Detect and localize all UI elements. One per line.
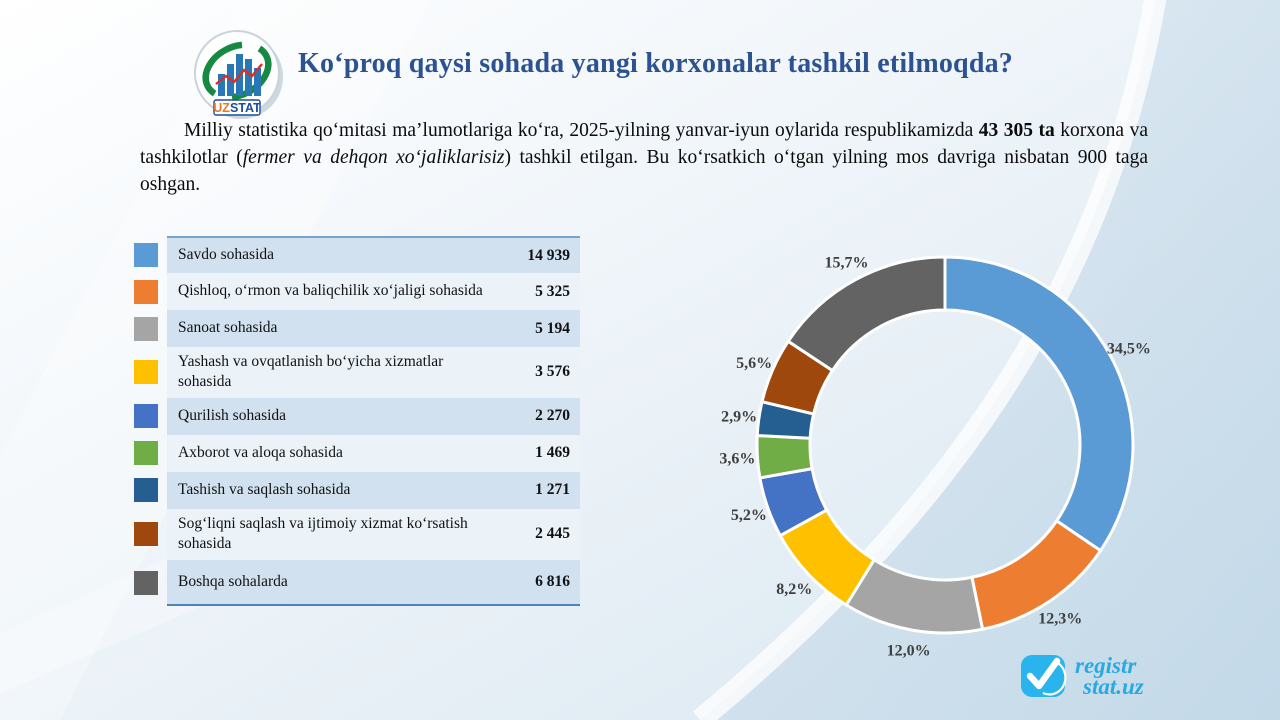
legend-row — [134, 273, 580, 310]
uzstat-logo — [188, 28, 290, 120]
legend-row — [134, 472, 580, 509]
donut-percent-label: 2,9% — [721, 408, 758, 426]
legend-cell — [167, 398, 580, 435]
legend-row — [134, 509, 580, 560]
donut-segment-0 — [945, 257, 1133, 551]
legend-color-swatch — [134, 522, 158, 546]
donut-percent-label: 5,2% — [730, 506, 767, 524]
legend-label: Sanoat sohasida — [178, 319, 278, 337]
legend-cell — [167, 509, 580, 560]
registr-check-icon — [1020, 652, 1070, 700]
registr-statuz-logo — [1020, 652, 1144, 700]
legend-cell — [167, 347, 580, 398]
legend-row — [134, 560, 580, 606]
legend-value: 5 194 — [535, 319, 570, 337]
donut-percent-label: 34,5% — [1106, 340, 1151, 358]
donut-percent-label: 8,2% — [776, 580, 813, 598]
legend-color-swatch — [134, 404, 158, 428]
legend-cell — [167, 236, 580, 273]
legend-value: 2 270 — [535, 407, 570, 425]
legend-value: 14 939 — [527, 246, 570, 264]
legend-cell — [167, 560, 580, 606]
donut-percent-label: 3,6% — [719, 450, 756, 468]
legend-cell — [167, 435, 580, 472]
donut-segment-5 — [757, 436, 812, 478]
legend-value: 1 469 — [535, 444, 570, 462]
legend-cell — [167, 310, 580, 347]
legend-value: 3 576 — [535, 363, 570, 381]
registr-line1: registr — [1075, 653, 1137, 678]
legend-cell — [167, 273, 580, 310]
legend-color-swatch — [134, 360, 158, 384]
legend-color-swatch — [134, 280, 158, 304]
donut-percent-label: 15,7% — [824, 254, 869, 272]
legend-color-swatch — [134, 441, 158, 465]
logo-wordmark: UZSTAT — [213, 101, 261, 115]
legend-row — [134, 236, 580, 273]
legend-row — [134, 398, 580, 435]
legend-color-swatch — [134, 317, 158, 341]
legend-color-swatch — [134, 571, 158, 595]
registr-line2: stat.uz — [1083, 674, 1144, 699]
intro-paragraph — [140, 118, 1148, 199]
donut-segment-8 — [788, 257, 945, 371]
legend-color-swatch — [134, 243, 158, 267]
donut-percent-label: 5,6% — [736, 354, 773, 372]
donut-percent-label: 12,0% — [886, 642, 931, 660]
intro-text: ) tashkil etilgan. Bu ko‘rsatkich o‘tgan yilning mos davriga nisbatan 900 taga oshgan. — [140, 146, 1148, 195]
page-title: Ko‘proq qaysi sohada yangi korxonalar tashkil etilmoqda? — [298, 48, 1013, 79]
intro-italic: fermer va dehqon xo‘jaliklarisiz — [242, 146, 505, 168]
legend-row — [134, 347, 580, 398]
registr-wordmark — [1075, 655, 1144, 697]
legend-value: 5 325 — [535, 282, 570, 300]
legend-table — [134, 236, 580, 606]
legend-label: Tashish va saqlash sohasida — [178, 481, 351, 499]
intro-bold-value: 43 305 ta — [978, 120, 1055, 141]
legend-color-swatch — [134, 478, 158, 502]
donut-chart-area — [705, 218, 1185, 684]
legend-row — [134, 310, 580, 347]
intro-text: korxona va tashkilotlar ( — [140, 120, 1148, 168]
legend-value: 2 445 — [535, 525, 570, 543]
legend-label: Yashash va ovqatlanish bo‘yicha xizmatlar sohasida — [178, 353, 444, 391]
legend-label: Boshqa sohalarda — [178, 572, 288, 590]
legend-row — [134, 435, 580, 472]
legend-label: Qurilish sohasida — [178, 407, 287, 425]
donut-chart — [705, 218, 1185, 684]
legend-label: Savdo sohasida — [178, 246, 275, 264]
legend-label: Sog‘liqni saqlash va ijtimoiy xizmat ko‘rsatish sohasida — [178, 514, 468, 553]
legend-cell — [167, 472, 580, 509]
legend-label: Qishloq, o‘rmon va baliqchilik xo‘jaligi sohasida — [178, 282, 483, 300]
legend-label: Axborot va aloqa sohasida — [178, 444, 343, 462]
donut-percent-label: 12,3% — [1038, 610, 1083, 628]
intro-text: Milliy statistika qo‘mitasi ma’lumotlariga ko‘ra, 2025-yilning yanvar-iyun oylarida respublikamizda — [184, 120, 979, 141]
legend-value: 6 816 — [535, 572, 570, 590]
legend-value: 1 271 — [535, 481, 570, 499]
